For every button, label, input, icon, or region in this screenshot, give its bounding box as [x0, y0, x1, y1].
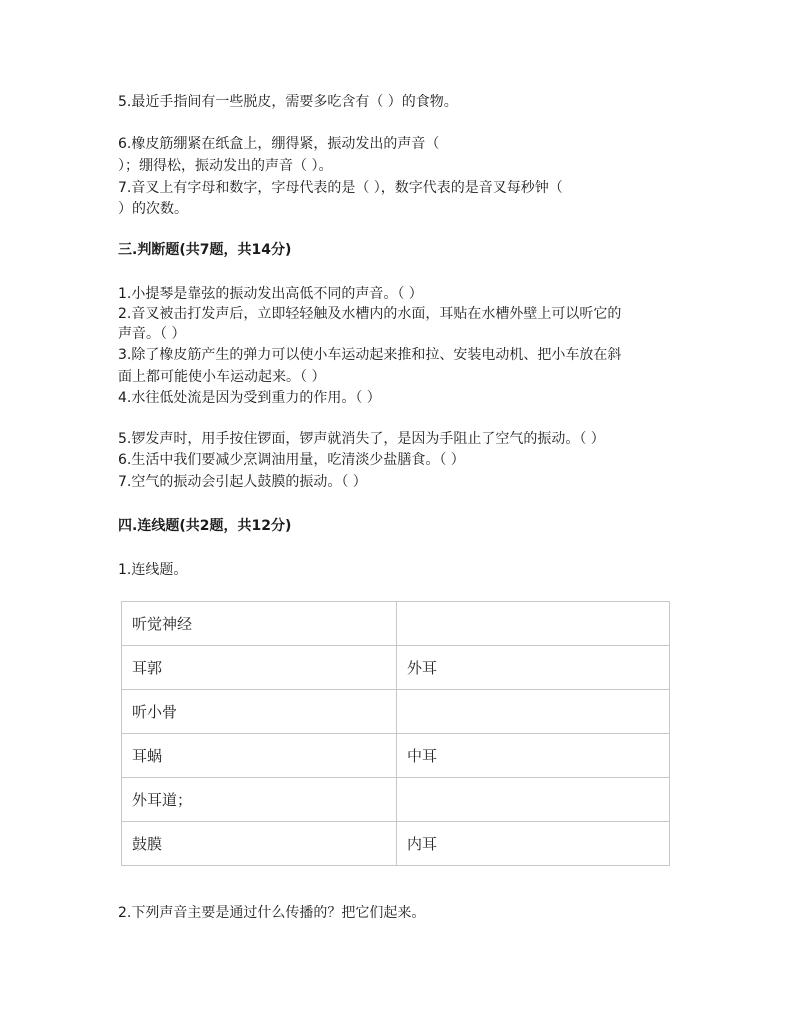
matching-table: [121, 601, 670, 866]
judge-q2-line2: 声音。（ ）: [118, 326, 186, 342]
judge-q3-line1: 3.除了橡皮筋产生的弹力可以使小车运动起来推和拉、安装电动机、把小车放在斜: [118, 347, 622, 363]
table-cell: 听觉神经: [122, 602, 397, 646]
table-cell: 中耳: [397, 734, 670, 778]
table-row: [122, 646, 670, 690]
table-cell: [397, 690, 670, 734]
fill-blank-q6-line2: ）；绷得松，振动发出的声音（ ）。: [118, 158, 333, 174]
judge-q4: 4.水往低处流是因为受到重力的作用。（ ）: [118, 390, 381, 406]
table-cell: 外耳道；: [122, 778, 397, 822]
table-row: [122, 734, 670, 778]
match-q2: 2.下列声音主要是通过什么传播的？把它们起来。: [118, 905, 426, 921]
table-row: [122, 690, 670, 734]
judge-q1: 1.小提琴是靠弦的振动发出高低不同的声音。（ ）: [118, 286, 423, 302]
match-q1: 1.连线题。: [118, 562, 188, 578]
table-cell: 耳蜗: [122, 734, 397, 778]
fill-blank-q5: 5.最近手指间有一些脱皮，需要多吃含有（ ）的食物。: [118, 94, 458, 110]
judge-q5: 5.锣发声时，用手按住锣面，锣声就消失了，是因为手阻止了空气的振动。（ ）: [118, 431, 605, 447]
table-cell: [397, 778, 670, 822]
fill-blank-q7-line1: 7.音叉上有字母和数字，字母代表的是（ ），数字代表的是音叉每秒钟（: [118, 180, 563, 196]
table-cell: 耳郭: [122, 646, 397, 690]
judge-q7: 7.空气的振动会引起人鼓膜的振动。（ ）: [118, 474, 367, 490]
fill-blank-q6-line1: 6.橡皮筋绷紧在纸盒上，绷得紧，振动发出的声音（: [118, 136, 440, 152]
table-cell: [397, 602, 670, 646]
table-cell: 内耳: [397, 822, 670, 866]
table-row: [122, 778, 670, 822]
fill-blank-q7-line2: ）的次数。: [118, 201, 188, 217]
table-cell: 鼓膜: [122, 822, 397, 866]
judge-q2-line1: 2.音叉被击打发声后，立即轻轻触及水槽内的水面，耳贴在水槽外壁上可以听它的: [118, 306, 622, 322]
table-cell: 外耳: [397, 646, 670, 690]
table-row: [122, 822, 670, 866]
table-row: [122, 602, 670, 646]
table-cell: 听小骨: [122, 690, 397, 734]
section-4-title: 四.连线题(共2题，共12分): [118, 518, 292, 534]
judge-q6: 6.生活中我们要减少烹调油用量，吃清淡少盐膳食。（ ）: [118, 452, 465, 468]
section-3-title: 三.判断题(共7题，共14分): [118, 242, 292, 258]
judge-q3-line2: 面上都可能使小车运动起来。（ ）: [118, 369, 326, 385]
